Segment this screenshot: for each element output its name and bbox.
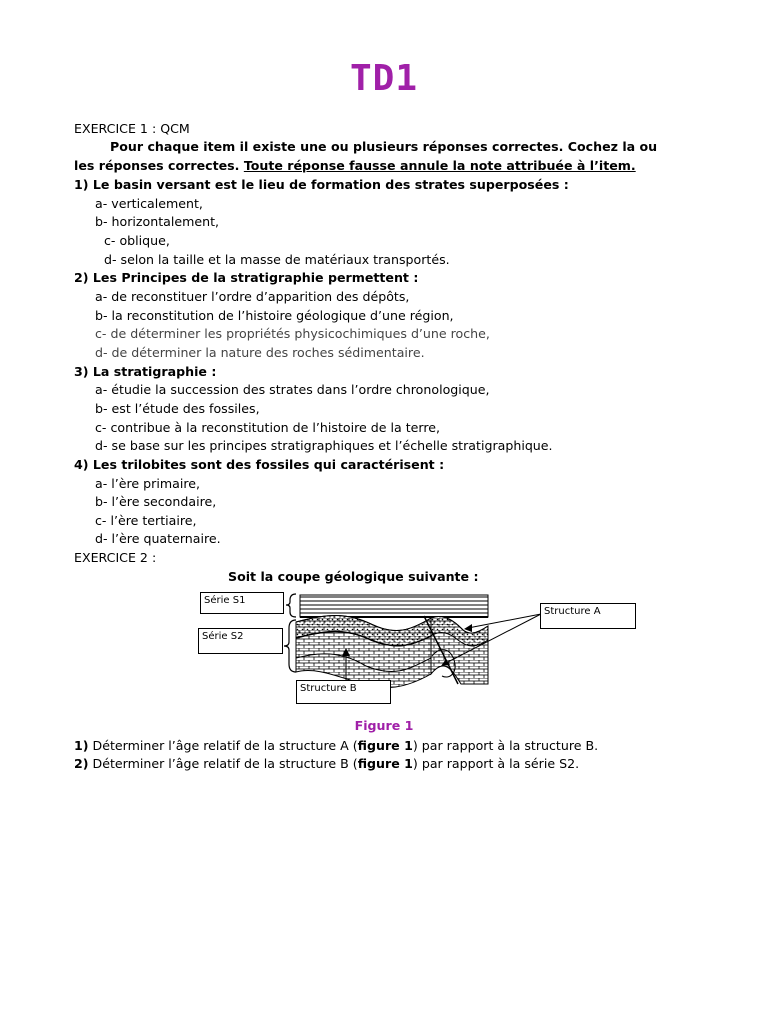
document-title: TD1 (349, 58, 419, 99)
answer-4a: a- l’ère primaire, (95, 476, 200, 491)
label-structure-a: Structure A (540, 603, 636, 629)
question-number: 2) (74, 756, 89, 771)
answer-3b: b- est l’étude des fossiles, (95, 401, 260, 416)
answer-2d: d- de déterminer la nature des roches sédimentaire. (95, 345, 425, 360)
answer-4b: b- l’ère secondaire, (95, 494, 217, 509)
exercise-1-heading: EXERCICE 1 : QCM (74, 121, 190, 136)
instructions-line-2 (74, 157, 636, 175)
exercise-2-intro: Soit la coupe géologique suivante : (228, 569, 479, 584)
answer-2b: b- la reconstitution de l’histoire géologique d’une région, (95, 308, 454, 323)
figure-caption: Figure 1 (354, 718, 414, 733)
answer-1c: c- oblique, (104, 233, 170, 248)
answer-2a: a- de reconstituer l’ordre d’apparition des dépôts, (95, 289, 410, 304)
answer-4c: c- l’ère tertiaire, (95, 513, 197, 528)
answer-3d: d- se base sur les principes stratigraphiques et l’échelle stratigraphique. (95, 438, 553, 453)
serie-s1-brace (286, 594, 296, 617)
exercise-2-question-1 (74, 737, 598, 755)
instructions-text: les réponses correctes. (74, 158, 244, 173)
serie-s2-brace (284, 620, 296, 672)
question-text: ) par rapport à la structure B. (412, 738, 599, 753)
answer-1d: d- selon la taille et la masse de matériaux transportés. (104, 252, 450, 267)
answer-1b: b- horizontalement, (95, 214, 220, 229)
answer-2c: c- de déterminer les propriétés physicochimiques d’une roche, (95, 326, 490, 341)
question-text: Déterminer l’âge relatif de la structure A ( (88, 738, 358, 753)
label-serie-s1: Série S1 (200, 592, 284, 614)
question-text: Déterminer l’âge relatif de la structure B ( (88, 756, 358, 771)
question-number: 1) (74, 738, 89, 753)
answer-4d: d- l’ère quaternaire. (95, 531, 221, 546)
question-3: 3) La stratigraphie : (74, 364, 217, 379)
question-4: 4) Les trilobites sont des fossiles qui caractérisent : (74, 457, 445, 472)
exercise-2-heading: EXERCICE 2 : (74, 550, 157, 565)
instructions-line-1: Pour chaque item il existe une ou plusieurs réponses correctes. Cochez la ou (110, 139, 658, 154)
label-structure-b: Structure B (296, 680, 391, 704)
instructions-warning: Toute réponse fausse annule la note attribuée à l’item. (243, 158, 636, 173)
serie-s1-strata (300, 595, 488, 617)
answer-1a: a- verticalement, (95, 196, 203, 211)
exercise-2-question-2 (74, 755, 579, 773)
question-1: 1) Le basin versant est le lieu de formation des strates superposées : (74, 177, 569, 192)
figure-reference: figure 1 (357, 756, 413, 771)
figure-reference: figure 1 (357, 738, 413, 753)
question-2: 2) Les Principes de la stratigraphie permettent : (74, 270, 419, 285)
answer-3c: c- contribue à la reconstitution de l’histoire de la terre, (95, 420, 441, 435)
label-serie-s2: Série S2 (198, 628, 283, 654)
question-text: ) par rapport à la série S2. (412, 756, 580, 771)
answer-3a: a- étudie la succession des strates dans l’ordre chronologique, (95, 382, 490, 397)
